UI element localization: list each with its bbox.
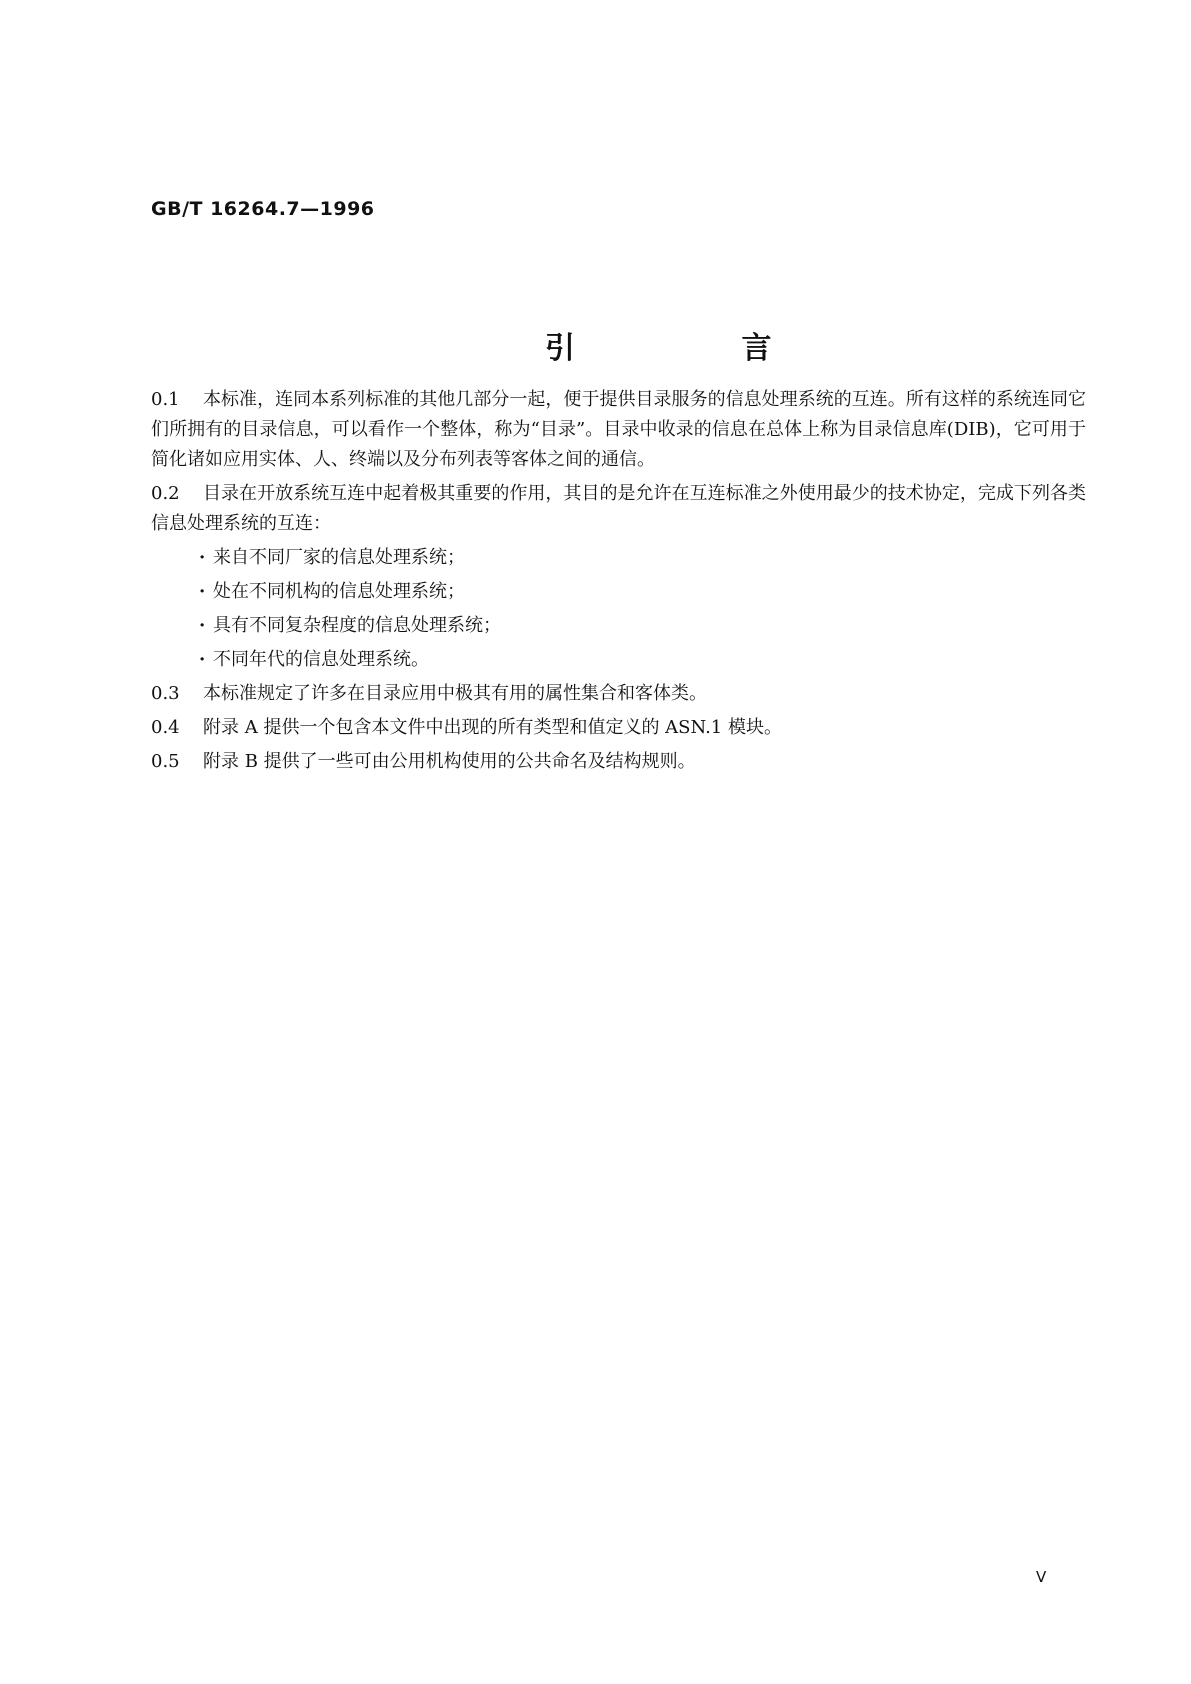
clause-text: 附录 B 提供了一些可由公用机构使用的公共命名及结构规则。 <box>203 751 696 772</box>
standard-code: GB/T 16264.7—1996 <box>151 198 375 220</box>
list-item: · 具有不同复杂程度的信息处理系统； <box>199 611 1086 641</box>
clause-text: 本标准，连同本系列标准的其他几部分一起，便于提供目录服务的信息处理系统的互连。所有这样的系统连同它们所拥有的目录信息，可以看作一个整体，称为“目录”。目录中收录的信息在总体上称为目录信息库(DIB)，它可用于简化诸如应用实体、人、终端以及分布列表等客体之间的通信。 <box>151 389 1086 470</box>
clause-number: 0.2 <box>151 483 180 504</box>
document-body <box>151 385 1086 781</box>
page-number: V <box>1036 1568 1047 1586</box>
paragraph-0-3 <box>151 679 1086 709</box>
clause-text: 本标准规定了许多在目录应用中极其有用的属性集合和客体类。 <box>203 683 707 704</box>
clause-text: 目录在开放系统互连中起着极其重要的作用，其目的是允许在互连标准之外使用最少的技术协定，完成下列各类信息处理系统的互连： <box>151 483 1086 534</box>
page-title: 引 言 <box>545 331 850 366</box>
list-item: · 处在不同机构的信息处理系统； <box>199 577 1086 607</box>
list-item: · 来自不同厂家的信息处理系统； <box>199 543 1086 573</box>
paragraph-0-4 <box>151 713 1086 743</box>
clause-number: 0.3 <box>151 683 180 704</box>
clause-number: 0.4 <box>151 717 180 738</box>
clause-text: 附录 A 提供一个包含本文件中出现的所有类型和值定义的 ASN.1 模块。 <box>203 717 782 738</box>
paragraph-0-5 <box>151 747 1086 777</box>
paragraph-0-2 <box>151 479 1086 539</box>
clause-number: 0.5 <box>151 751 180 772</box>
list-item: · 不同年代的信息处理系统。 <box>199 645 1086 675</box>
bullet-list <box>151 543 1086 675</box>
paragraph-0-1 <box>151 385 1086 475</box>
clause-number: 0.1 <box>151 389 180 410</box>
